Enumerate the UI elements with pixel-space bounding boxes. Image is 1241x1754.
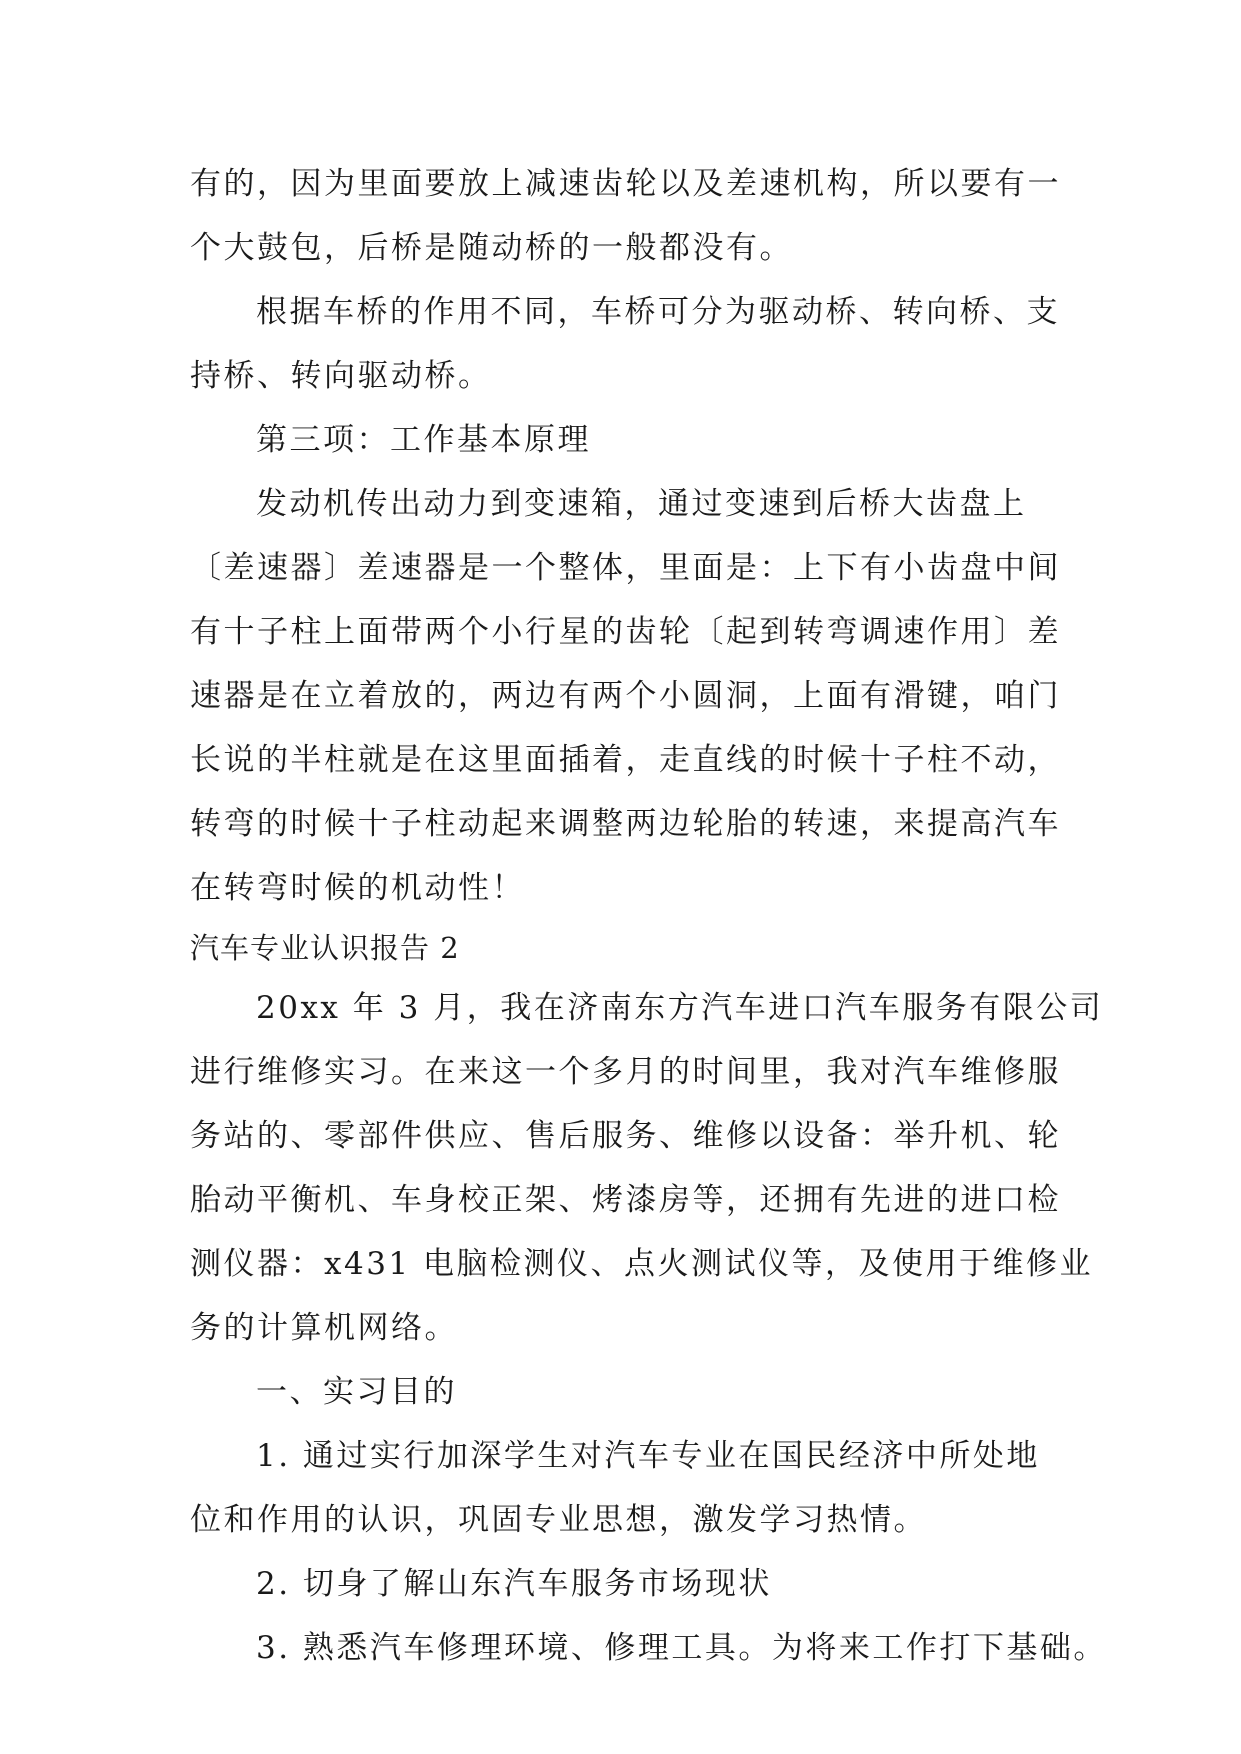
text-line: 位和作用的认识，巩固专业思想，激发学习热情。 [190,1502,927,1538]
text-line: 〔差速器〕差速器是一个整体，里面是：上下有小齿盘中间 [190,550,1061,586]
text-line: 转弯的时候十子柱动起来调整两边轮胎的转速，来提高汽车 [190,806,1061,842]
list-item: 2. 切身了解山东汽车服务市场现状 [256,1566,772,1602]
text-line: 务站的、零部件供应、售后服务、维修以设备：举升机、轮 [190,1118,1061,1154]
text-line: 务的计算机网络。 [190,1310,458,1346]
report-heading: 汽车专业认识报告 2 [190,931,460,965]
paragraph-first-line: 发动机传出动力到变速箱，通过变速到后桥大齿盘上 [256,486,1027,522]
paragraph-first-line: 根据车桥的作用不同，车桥可分为驱动桥、转向桥、支 [256,294,1060,330]
section-subheading: 一、实习目的 [256,1374,457,1410]
list-item: 3. 熟悉汽车修理环境、修理工具。为将来工作打下基础。 [256,1630,1107,1666]
text-line: 长说的半柱就是在这里面插着，走直线的时候十子柱不动， [190,742,1061,778]
text-line: 个大鼓包，后桥是随动桥的一般都没有。 [190,230,793,266]
text-line: 持桥、转向驱动桥。 [190,358,492,394]
text-line: 在转弯时候的机动性！ [190,870,525,906]
text-line: 有十子柱上面带两个小行星的齿轮〔起到转弯调速作用〕差 [190,614,1061,650]
document-body [190,152,1107,1680]
text-line: 进行维修实习。在来这一个多月的时间里，我对汽车维修服 [190,1054,1061,1090]
text-line: 胎动平衡机、车身校正架、烤漆房等，还拥有先进的进口检 [190,1182,1061,1218]
text-line: 测仪器：x431 电脑检测仪、点火测试仪等，及使用于维修业 [190,1246,1094,1282]
section-subheading: 第三项：工作基本原理 [256,422,591,458]
paragraph-first-line: 20xx 年 3 月，我在济南东方汽车进口汽车服务有限公司 [256,990,1104,1026]
text-line: 有的，因为里面要放上减速齿轮以及差速机构，所以要有一 [190,166,1061,202]
text-line: 速器是在立着放的，两边有两个小圆洞，上面有滑键，咱门 [190,678,1061,714]
list-item-first-line: 1. 通过实行加深学生对汽车专业在国民经济中所处地 [256,1438,1040,1474]
